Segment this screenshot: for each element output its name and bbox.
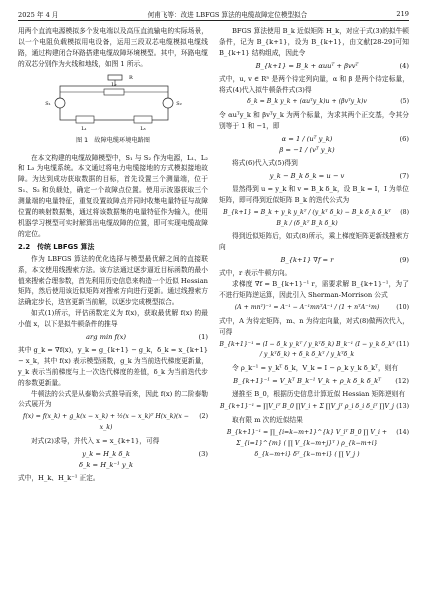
paragraph: 其中 g_k = ∇f(x)，y_k = g_{k+1} − g_k，δ_k = x_{k+1} − x_k，其中 f(x) 表示模型函数，g_k 为当前迭代梯度更新量，y_k 表示当前梯度与上一次迭代梯度的差值，δ_k 为当前迭代步的参数更新量。: [18, 345, 208, 387]
paragraph: 在本文构建的电缆故障模型中，S₁ 与 S₂ 作为电源，L₁、L₂ 和 L₃ 为电缆系统。本文通过将电力电缆接地的方式模拟接地故障。为达到成功获取数据的目标，首先设置三个测量端，位于 S₁、S₂ 和负载处，确定一个故障点位置。使用示波器获取三个测量端的电量特征，重复设置故障点并同时收集电量特征与故障位置的映射数据集，通过将该数据集的电量特征作为输入，使用机器学习模型可实时解算出电缆故障的位置，即可实现电缆故障的定位。: [18, 153, 208, 238]
equation-4: B_{k+1} = B_k + αuuᵀ + βvvᵀ (4): [255, 61, 409, 70]
equation-10: (A + mnᵀ)⁻¹ = A⁻¹ − A⁻¹mnᵀA⁻¹ / (1 + nᵀA⁻¹m) (10): [234, 303, 409, 311]
equation-8: B_{k+1} = B_k + y_k y_kᵀ / (y_kᵀ δ_k) − B_k δ_k δ_kᵀ B_k / (δ_kᵀ B_k δ_k) (8): [223, 208, 409, 227]
paragraph: 牛顿法的公式是从泰勒公式推导而来，因此 f(x) 的二阶泰勒公式展开为: [18, 389, 208, 409]
label-l2: L₂: [111, 81, 117, 88]
paragraph: 递推至 B_0，根据历史信息计算近似 Hessian 矩阵逆则有: [232, 390, 406, 399]
label-l1: L₁: [81, 125, 87, 132]
equation-5: δ_k = B_k y_k + (αuᵀy_k)u + (βvᵀy_k)v (5): [247, 98, 409, 106]
equation-1: arg min f(x) (1): [86, 333, 208, 342]
paragraph: 作为 LBFGS 算法的优化选择与模型最优解之间的直接联系，本文使用线搜索方法。该方法通过逐步逼近目标函数的最小值来搜索合理参数，首先利用历史信息来构造一个近似 Hessian 矩阵，然后使用该近似矩阵对搜索方向进行更新。通过线搜索方法确定步长，迭宫更新当前解，以逐步完成模型拟合。: [18, 254, 208, 307]
paragraph: 取有限 m 次的近似结果: [232, 416, 303, 424]
source-s1-icon: [55, 98, 65, 108]
paragraph: 得到近似矩阵后，如式(8)所示，乘上梯度矩阵更新线搜索方向: [219, 232, 409, 252]
label-l3: L₃: [140, 125, 146, 132]
cable-l2-icon: [104, 89, 124, 95]
left-column: [18, 26, 208, 484]
paragraph: 式中，u, v ∈ Rⁿ 是两个待定列向量，α 和 β 是两个待定标量，将式(4)代入拟牛顿条件式(3)得: [219, 74, 409, 94]
equation-6: α = 1 / (uᵀ y_k) β = −1 / (vᵀ y_k) (6): [279, 135, 409, 155]
source-s2-icon: [163, 98, 173, 108]
paragraph: 显然得到 u = y_k 和 v = B_k δ_k，设 B_k = I，I 为单位矩阵，即可得到近似矩阵 B_k 的迭代公式为: [219, 184, 409, 204]
section-heading: 2.2 传统 LBFGS 算法: [18, 242, 95, 251]
cable-l3-icon: [134, 116, 152, 123]
label-r: R: [129, 74, 133, 81]
paragraph: 对式(2)求导，并代入 x = x_{k+1}，可得: [31, 437, 160, 446]
equation-13: B_{k+1}⁻¹ = ∏V_iᵀ B_0 ∏V_i + Σ ∏V_jᵀ ρ_i δ_i δ_iᵀ ∏V_j (13): [220, 403, 409, 411]
paragraph: 用两个直流电源模拟多个发电端以及高压直流输电的实际场景，以一个电阻负载模拟用电设备，运用三段双芯电缆模拟电缆线路，通过构建闭合环路搭建电缆故障环境模型。其中，环路电缆的双芯分别作为火线和地线，如图 1 所示。: [18, 27, 208, 68]
page-header: [18, 8, 409, 20]
header-date: 2025 年 4 月: [18, 11, 59, 19]
right-column: [219, 26, 409, 463]
equation-9: B_{k+1} ∇f = r (9): [280, 256, 409, 265]
paragraph: 如式(1)所示，评估函数定义为 f(x)，获取最优解 f(x) 的最小值 x，以下是拟牛顿条件的推导: [18, 309, 208, 329]
header-rule: [18, 20, 409, 21]
equation-2: f(x) = f(x_k) + g_k(x − x_k) + ½(x − x_k)ᵀ H(x_k)(x − x_k) (2): [23, 413, 208, 432]
header-title: 何甫飞等：改进 LBFGS 算法的电缆故障定位模型拟合: [147, 11, 308, 19]
header-page-number: 219: [396, 10, 409, 18]
load-resistor-icon: [108, 75, 122, 80]
cable-l1-icon: [76, 116, 94, 123]
paragraph: 将式(6)代入式(5)得到: [232, 158, 298, 167]
equation-14: B_{k+1}⁻¹ = ∏_{i=k−m+1}^{k} V_iᵀ B_0 ∏ V_i + Σ_{i=1}^{m} ( ∏ V_{k−m+j}ᵀ ) ρ_{k−m+i} δ_{k−m+i} δᵀ_{k−m+i} ( ∏ V_j ) (14): [226, 428, 409, 458]
equation-11: B_{k+1}⁻¹ = (I − δ_k y_kᵀ / y_kᵀδ_k) B_k⁻¹ (I − y_k δ_kᵀ / y_kᵀδ_k) + δ_k δ_kᵀ / y_kᵀδ_k (11): [219, 340, 409, 359]
paragraph: 求梯度 ∇f = B_{k+1}⁻¹ r，需要求解 B_{k+1}⁻¹，为了不进行矩阵逆运算，因此引入 Sherman-Morrison 公式: [219, 280, 409, 299]
equation-12: B_{k+1}⁻¹ = V_kᵀ B_k⁻¹ V_k + ρ_k δ_k δ_kᵀ (12): [233, 377, 409, 386]
equation-3: y_k = H_k δ_k δ_k = H_k⁻¹ y_k (3): [78, 450, 208, 469]
figure-caption: 图 1 故障电缆环境电路图: [76, 136, 150, 144]
paragraph: BFGS 算法使用 B_k 近似矩阵 H_k，对应于式(3)的拟牛顿条件，记为 B_{k+1}，设为 B_{k+1}，由文献[28-29]可知 B_{k+1} 结构组成，因此令: [219, 27, 409, 57]
paragraph: 式中，r 表示牛顿方向。: [219, 269, 292, 278]
paragraph: 令 αuᵀy_k 和 βvᵀy_k 为两个标量，为求其两个正交基，令其分别等于 1 和 −1，即: [219, 111, 409, 131]
circuit-diagram: [38, 72, 188, 134]
label-s2: S₂: [176, 100, 182, 107]
paragraph: 式中，H_k、H_k⁻¹ 正定。: [18, 473, 100, 482]
paragraph: 令 ρ_k⁻¹ = y_kᵀ δ_k，V_k = I − ρ_k y_k δ_kᵀ，则有: [232, 364, 399, 373]
label-s1: S₁: [45, 100, 51, 107]
equation-7: y_k − B_k δ_k = u − v (7): [269, 171, 409, 180]
paragraph: 式中，A 为待定矩阵，m、n 为待定向量，对式(8)做两次代入，可得: [219, 316, 409, 336]
